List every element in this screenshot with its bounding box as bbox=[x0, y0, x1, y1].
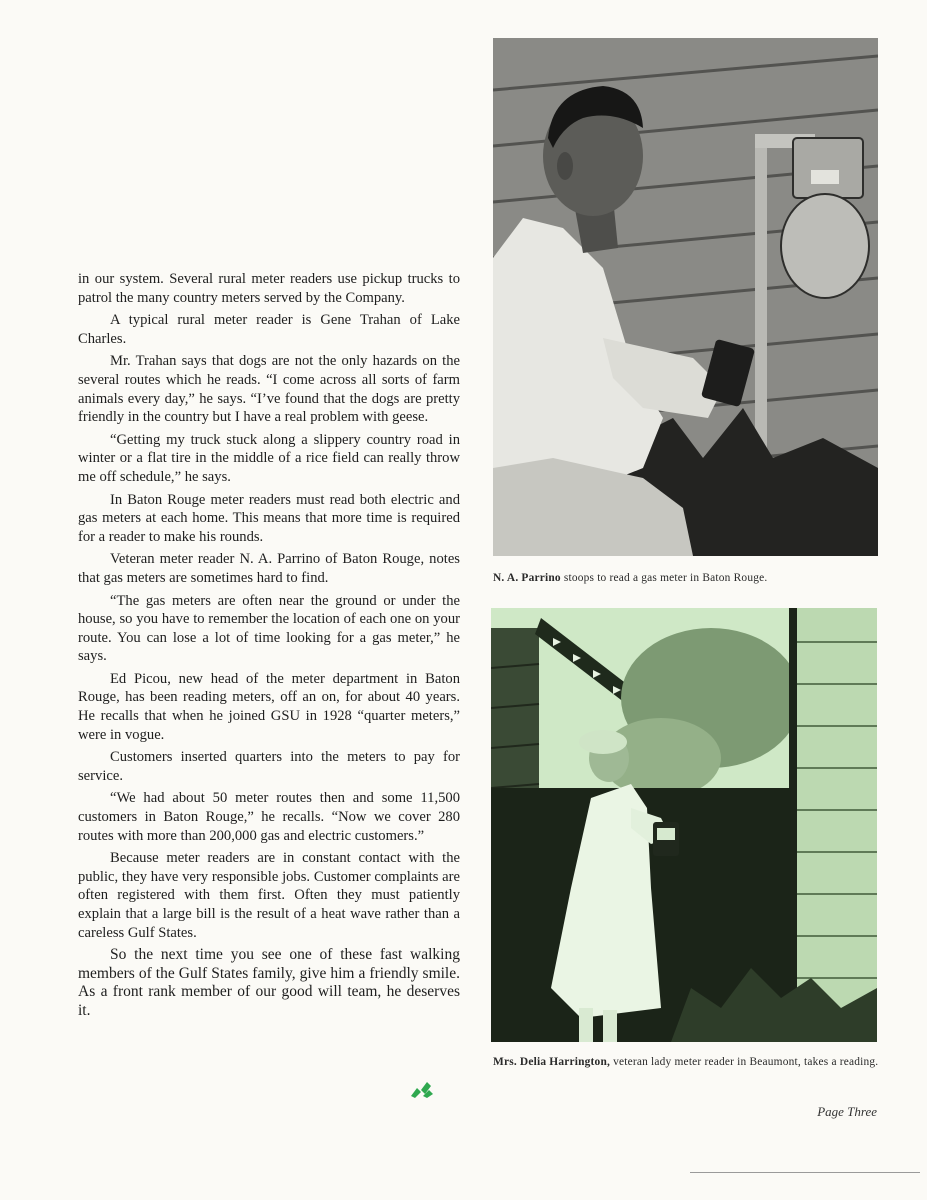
caption-parrino bbox=[493, 570, 893, 586]
caption-name: N. A. Parrino bbox=[493, 572, 561, 584]
photo-parrino-image bbox=[493, 38, 878, 556]
caption-harrington bbox=[493, 1054, 881, 1070]
article-paragraph: “We had about 50 meter routes then and some 11,500 customers in Baton Rouge,” he recalls. “Now we cover 280 routes with more than 200,000 gas and electric customers.” bbox=[78, 790, 460, 844]
article-paragraph: “Getting my truck stuck along a slippery country road in winter or a flat tire in the middle of a rice field can really throw me off schedule,” he says. bbox=[78, 431, 460, 485]
article-paragraph: Because meter readers are in constant contact with the public, they have very responsible jobs. Customer complaints are often registered with them first. Often they must patiently explain that a large bill is the result of a heat wave rather than a careless Gulf States. bbox=[78, 850, 460, 941]
article-paragraph: A typical rural meter reader is Gene Trahan of Lake Charles. bbox=[78, 312, 460, 347]
article-paragraph: in our system. Several rural meter readers use pickup trucks to patrol the many country meters served by the Company. bbox=[78, 271, 460, 306]
article-paragraph: Ed Picou, new head of the meter department in Baton Rouge, has been reading meters, off an on, for about 40 years. He recalls that when he joined GSU in 1928 “quarter meters,” were in vogue. bbox=[78, 670, 460, 743]
article-body bbox=[78, 270, 460, 1025]
article-paragraph: So the next time you see one of these fast walking members of the Gulf States family, give him a friendly smile. As a front rank member of our good will team, he deserves it. bbox=[78, 946, 460, 1019]
article-paragraph: In Baton Rouge meter readers must read both electric and gas meters at each home. This means that more time is required for a reader to make his rounds. bbox=[78, 491, 460, 545]
page-number: Page Three bbox=[817, 1104, 877, 1119]
article-paragraph: Veteran meter reader N. A. Parrino of Baton Rouge, notes that gas meters are sometimes hard to find. bbox=[78, 551, 460, 586]
photo-harrington-image bbox=[491, 608, 877, 1042]
caption-text: stoops to read a gas meter in Baton Rouge. bbox=[560, 572, 768, 584]
divider bbox=[690, 1172, 920, 1173]
article-paragraph: Customers inserted quarters into the meters to pay for service. bbox=[78, 749, 460, 784]
photo-harrington bbox=[491, 608, 877, 1042]
article-paragraph: “The gas meters are often near the ground or under the house, so you have to remember the location of each one on your route. You can lose a lot of time looking for a gas meter,” he says. bbox=[78, 592, 460, 665]
end-mark-icon bbox=[409, 1082, 433, 1098]
photo-parrino bbox=[493, 38, 878, 556]
caption-name: Mrs. Delia Harrington, bbox=[493, 1056, 611, 1068]
caption-text: veteran lady meter reader in Beaumont, takes a reading. bbox=[610, 1056, 879, 1068]
article-paragraph: Mr. Trahan says that dogs are not the only hazards on the several routes which he reads. “I come across all sorts of farm animals every day,” he says. “I’ve found that the dogs are pretty friendly in the country but I have a real problem with geese. bbox=[78, 353, 460, 426]
